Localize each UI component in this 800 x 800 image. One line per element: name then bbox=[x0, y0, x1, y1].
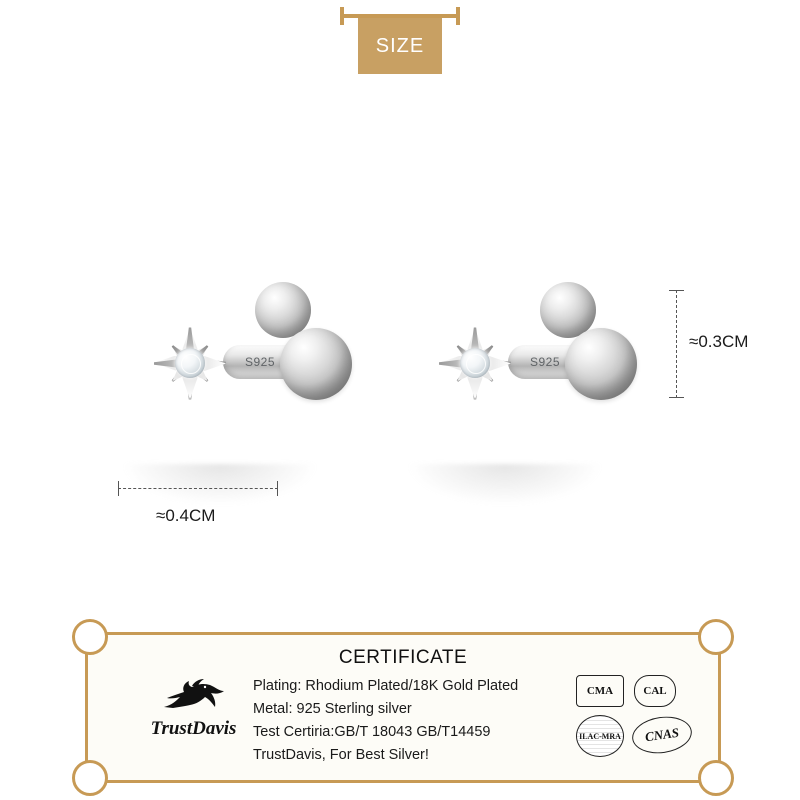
certificate-line-plating: Plating: Rhodium Plated/18K Gold Plated bbox=[253, 678, 519, 694]
cma-mark-icon: CMA bbox=[576, 675, 624, 707]
brand-name: TrustDavis bbox=[150, 718, 237, 739]
measurement-width-label: ≈0.4CM bbox=[156, 506, 216, 525]
cnas-mark-icon: CNAS bbox=[630, 713, 694, 757]
earring-left-stamp: S925 bbox=[244, 355, 276, 369]
certificate-panel bbox=[85, 632, 721, 783]
earring-right-screw-ball bbox=[565, 328, 637, 400]
certificate-corner-bottom-left bbox=[72, 760, 108, 796]
measurement-height-cap-top bbox=[669, 290, 684, 291]
cal-mark-icon: CAL bbox=[634, 675, 676, 707]
certificate-line-test: Test Certiria:GB/T 18043 GB/T14459 bbox=[253, 724, 491, 740]
size-banner bbox=[340, 0, 460, 90]
earring-right bbox=[390, 250, 660, 470]
earring-right-star bbox=[400, 288, 550, 438]
certification-marks bbox=[576, 675, 696, 765]
measurement-width-cap-right bbox=[277, 481, 278, 496]
banner-label: SIZE bbox=[375, 34, 425, 57]
pegasus-icon bbox=[136, 677, 251, 716]
measurement-height-line bbox=[676, 290, 677, 398]
measurement-height bbox=[655, 290, 749, 398]
earring-left-star bbox=[115, 288, 265, 438]
certificate-line-metal: Metal: 925 Sterling silver bbox=[253, 701, 412, 717]
measurement-width bbox=[118, 488, 278, 525]
certificate-corner-bottom-right bbox=[698, 760, 734, 796]
measurement-height-cap-bottom bbox=[669, 397, 684, 398]
earring-right-stamp: S925 bbox=[529, 355, 561, 369]
earring-right-reflection bbox=[410, 464, 600, 504]
measurement-width-line bbox=[118, 488, 278, 489]
earring-left bbox=[105, 250, 375, 470]
banner-label-box bbox=[358, 18, 442, 74]
measurement-height-label: ≈0.3CM bbox=[689, 332, 749, 351]
certificate-line-slogan: TrustDavis, For Best Silver! bbox=[253, 747, 429, 763]
earring-left-gemstone bbox=[175, 348, 205, 378]
earring-right-gemstone bbox=[460, 348, 490, 378]
measurement-width-cap-left bbox=[118, 481, 119, 496]
earring-left-screw-ball bbox=[280, 328, 352, 400]
certificate-title: CERTIFICATE bbox=[338, 647, 468, 668]
ilac-mra-mark-icon: ILAC-MRA bbox=[576, 715, 624, 757]
brand-block bbox=[136, 677, 251, 740]
